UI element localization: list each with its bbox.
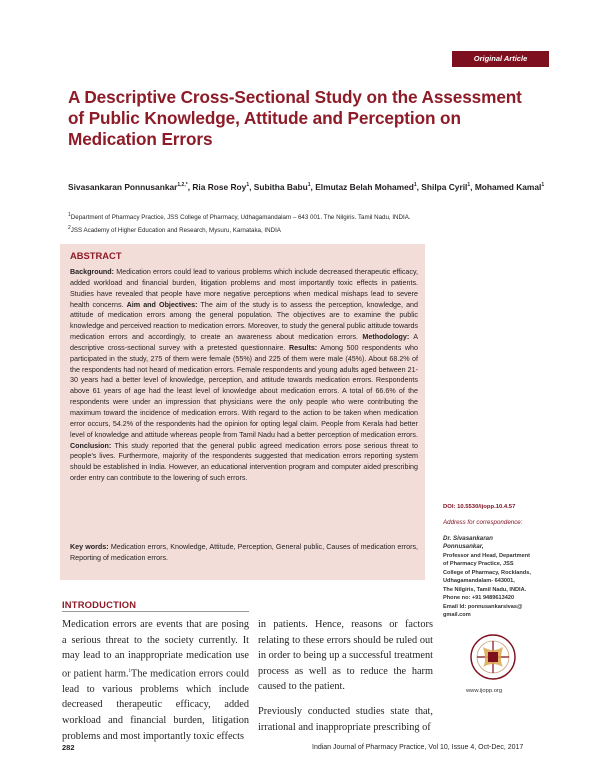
address-line[interactable]: Email Id: ponnusankarsivas@: [443, 603, 523, 610]
intro-text: The medication errors could lead to various problems which include decreased therapeutic efficacy, added workload and financial burden, litigation problems and most importantly toxic effects: [62, 668, 249, 742]
affiliation-text: JSS Academy of Higher Education and Research, Mysuru, Karnataka, INDIA: [70, 227, 281, 235]
methodology-label: Methodology:: [362, 333, 410, 342]
abstract-text: [70, 267, 418, 484]
conclusion-label: Conclusion:: [70, 441, 112, 450]
aim-label: Aim and Objectives:: [126, 300, 198, 309]
author-sup: 1: [467, 182, 471, 188]
address-line[interactable]: gmail.com: [443, 612, 471, 619]
author: Sivasankaran Ponnusankar: [68, 181, 178, 192]
aim-text: The aim of the study is to assess the perception, knowledge, and attitude of medication errors among the general population. The objectives are to examine the public knowledge and perceived reaction to medication errors. Moreover, to study the general public attitude towards medication errors and accordingly, to create an awareness about medication errors.: [70, 300, 419, 342]
doi[interactable]: DOI: 10.5530/ijopp.10.4.57: [443, 504, 516, 510]
author-list: Sivasankaran Ponnusankar$^{1,2,*}$, Ria Rose Roy$^1$, Subitha Babu$^1$, Elmutaz Belah Mohamed$^1$, Shilpa Cyril$^1$, Mohamed Kamal$^1$: [68, 181, 545, 192]
abstract-heading: ABSTRACT: [70, 250, 122, 261]
journal-citation: Indian Journal of Pharmacy Practice, Vol 10, Issue 4, Oct-Dec, 2017: [312, 744, 524, 751]
affiliations: [68, 210, 538, 236]
introduction-heading: INTRODUCTION: [62, 599, 137, 610]
author-sup: 1: [307, 182, 311, 188]
background-text: Medication errors could lead to various problems which include decreased therapeutic efficacy, added workload and financial burden, litigation problems and most importantly toxic effects in patients. Studies have revealed that people have more negative perceptions when medical mishaps lead to severe health concerns.: [70, 268, 418, 309]
article-type-badge: Original Article: [452, 51, 549, 67]
keywords-label: Key words:: [70, 543, 109, 551]
affiliation-num: 2: [68, 225, 71, 232]
results-label: Results:: [289, 343, 318, 352]
address-line: Udhagamandalam- 643001,: [443, 578, 515, 585]
intro-column-1: [62, 617, 249, 744]
keywords: [70, 542, 418, 564]
author-sup: 1: [541, 182, 545, 188]
author: Elmutaz Belah Mohamed: [315, 181, 414, 192]
author: Mohamed Kamal: [474, 181, 542, 192]
intro-column-2: in patients. Hence, reasons or factors relating to these errors should be ruled out in order to being up a successful treatment process as well as to reduce the harm caused to the patient.: [258, 619, 433, 693]
author: Subitha Babu: [253, 181, 308, 192]
affiliation: [68, 210, 538, 223]
author-sup: 1: [246, 182, 250, 188]
conclusion-text: This study reported that the general public agreed medication errors pose serious threat to people's lives. Furthermore, majority of the respondents suggested that medication errors reporting system should be established in India. However, an educational intervention program and computer aided prescribing order entry can contribute to the lowering of such errors.: [70, 441, 418, 483]
address-line: Ponnusankar,: [443, 543, 484, 551]
citation: 1: [128, 668, 132, 674]
author-sup: 1,2,*: [177, 182, 188, 188]
address-heading: Address for correspondence:: [443, 519, 523, 526]
methodology-text: A descriptive cross-sectional survey with a pretested questionnaire.: [70, 333, 419, 352]
author: Ria Rose Roy: [192, 181, 247, 192]
heading-divider: [62, 611, 249, 612]
intro-text: Medication errors are events that are posing a serious threat to the society currently. It may lead to an inappropriate medication use or patient harm.: [62, 619, 249, 680]
keywords-text: Medication errors, Knowledge, Attitude, Perception, General public, Causes of medication errors, Reporting of medication errors.: [70, 543, 419, 562]
address-line: College of Pharmacy, Rocklands,: [443, 569, 531, 576]
journal-logo-icon: [453, 633, 533, 685]
intro-column-2-paragraph: Previously conducted studies state that, irrational and inappropriate prescribing of: [258, 706, 433, 733]
address-line: The Nilgiris, Tamil Nadu, INDIA.: [443, 586, 527, 593]
correspondence-address: [443, 535, 563, 620]
address-line: Dr. Sivasankaran: [443, 535, 493, 542]
affiliation: [68, 223, 538, 236]
affiliation-text: Department of Pharmacy Practice, JSS College of Pharmacy, Udhagamandalam – 643 001. The Nilgiris. Tamil Nadu, INDIA.: [70, 214, 411, 222]
background-label: Background:: [70, 268, 115, 276]
address-line: Phone no: +91 9489613420: [443, 595, 515, 602]
address-line: of Pharmacy Practice, JSS: [443, 561, 514, 568]
journal-url[interactable]: www.ijopp.org: [466, 688, 503, 694]
author: Shilpa Cyril: [421, 181, 468, 192]
article-title: A Descriptive Cross-Sectional Study on the Assessment of Public Knowledge, Attitude and Perception on Medication Errors: [68, 87, 522, 149]
page-number: 282: [62, 743, 75, 752]
author-sup: 1: [413, 182, 417, 188]
results-text: Among 500 respondents who participated in the study, 275 of them were female (55%) and 225 of them were male (45%). About 68.2% of the respondents had not heard of medication errors. Female respondents and young adults aged between 21-30 years had a better level of knowledge, perception, and attitude towards medication errors. Respondents above 61 years of age had the least level of knowledge about medication errors. A total of 66.6% of the respondents were under an impression that physicians were the only people who were contributing the maximum toward the incidence of medication errors. With regard to the action to be taken when medication error occurs, 54.2% of the respondents had the opinion for opting legal claim. People from Kerala had better level of knowledge and attitude whereas people from Tamil Nadu had a better perception of medication errors.: [70, 343, 418, 439]
affiliation-num: 1: [68, 212, 71, 218]
address-line: Professor and Head, Department: [443, 552, 531, 559]
